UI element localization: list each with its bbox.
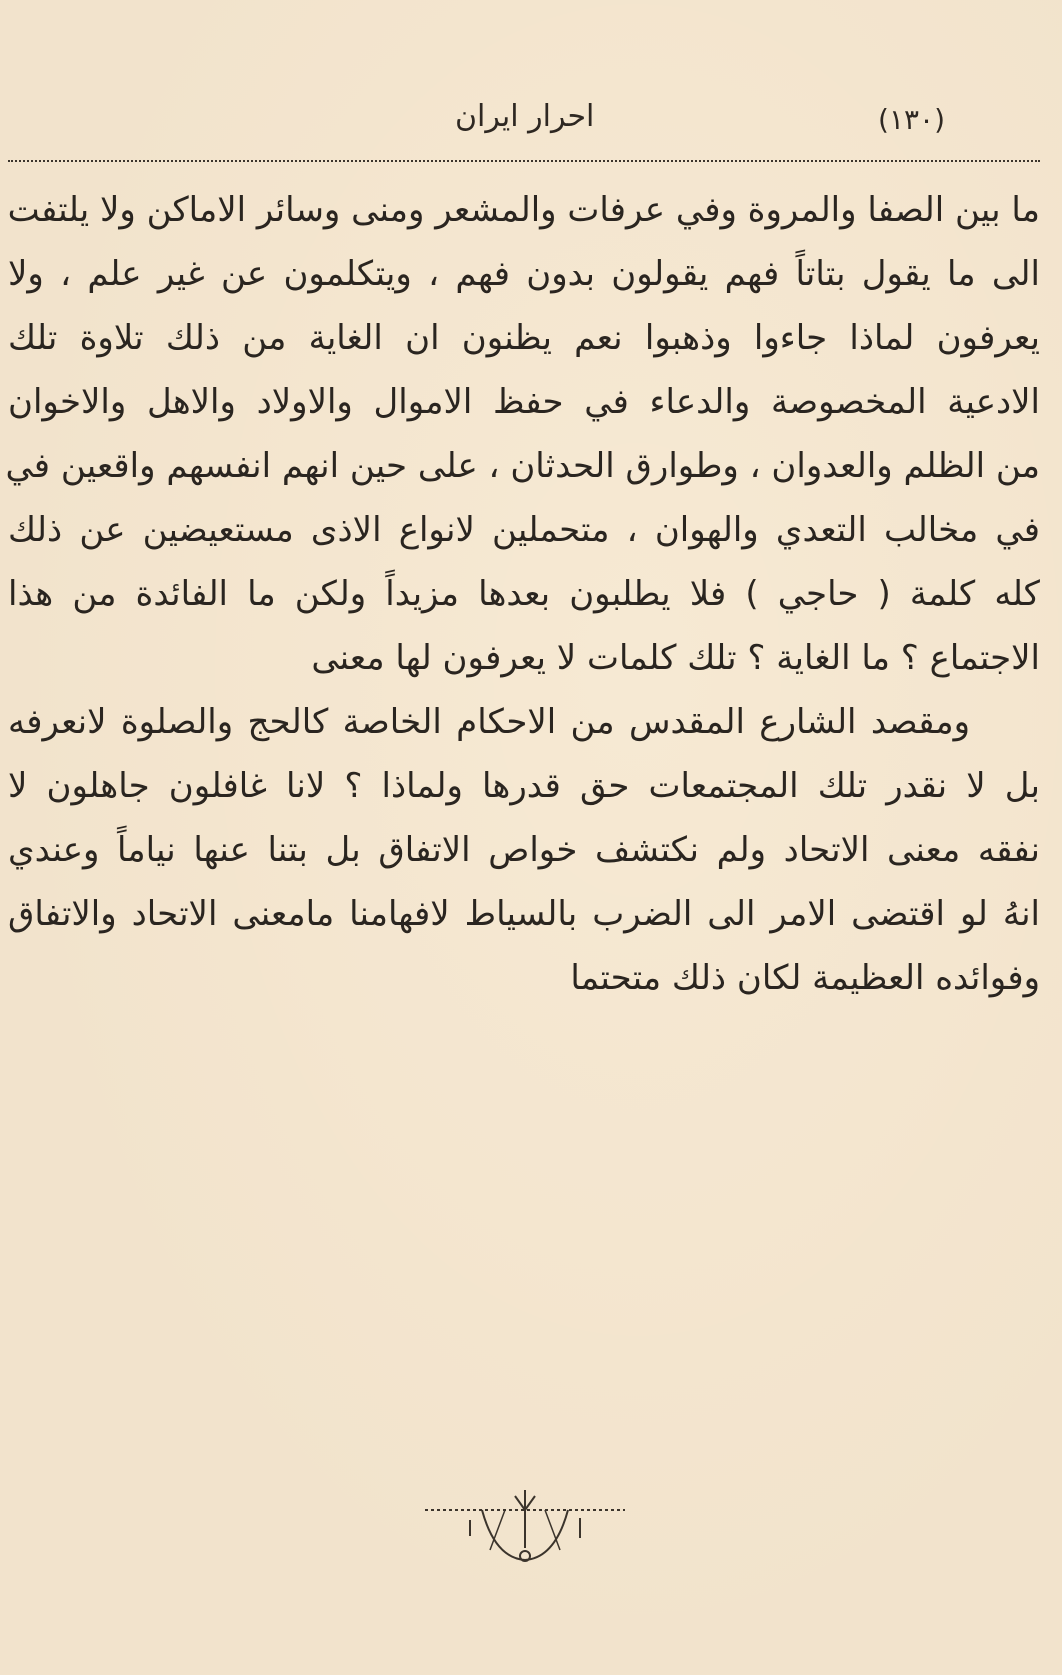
- page-number: (١٣٠): [878, 103, 945, 136]
- page-header: [0, 95, 1062, 145]
- body-text: [5, 178, 1040, 1010]
- text-line: الادعية المخصوصة والدعاء في حفظ الاموال والاولاد والاهل والاخوان: [8, 382, 1040, 422]
- text-line: انهُ لو اقتضى الامر الى الضرب بالسياط لافهامنا مامعنى الاتحاد والاتفاق: [8, 894, 1040, 934]
- text-line: بل لا نقدر تلك المجتمعات حق قدرها ولماذا ؟ لانا غافلون جاهلون لا: [8, 766, 1040, 806]
- text-line: من الظلم والعدوان ، وطوارق الحدثان ، على حين انهم انفسهم واقعين في: [5, 446, 1040, 486]
- text-line: كله كلمة ( حاجي ) فلا يطلبون بعدها مزيداً ولكن ما الفائدة من هذا: [8, 574, 1040, 614]
- running-title: احرار ايران: [455, 99, 595, 134]
- text-line: الاجتماع ؟ ما الغاية ؟ تلك كلمات لا يعرفون لها معنى: [311, 638, 1040, 678]
- header-dotted-rule: [8, 160, 1040, 162]
- text-line: نفقه معنى الاتحاد ولم نكتشف خواص الاتفاق بل بتنا عنها نياماً وعندي: [8, 830, 1040, 870]
- text-line: وفوائده العظيمة لكان ذلك متحتما: [570, 958, 1040, 998]
- scales-ornament-icon: [420, 1488, 630, 1568]
- text-line: ما بين الصفا والمروة وفي عرفات والمشعر ومنى وسائر الاماكن ولا يلتفت: [7, 190, 1040, 230]
- text-line: في مخالب التعدي والهوان ، متحملين لانواع الاذى مستعيضين عن ذلك: [8, 510, 1040, 550]
- text-line: يعرفون لماذا جاءوا وذهبوا نعم يظنون ان الغاية من ذلك تلاوة تلك: [8, 318, 1040, 358]
- text-line: ومقصد الشارع المقدس من الاحكام الخاصة كالحج والصلوة لانعرفه: [8, 702, 970, 742]
- text-line: الى ما يقول بتاتاً فهم يقولون بدون فهم ، ويتكلمون عن غير علم ، ولا: [8, 254, 1040, 294]
